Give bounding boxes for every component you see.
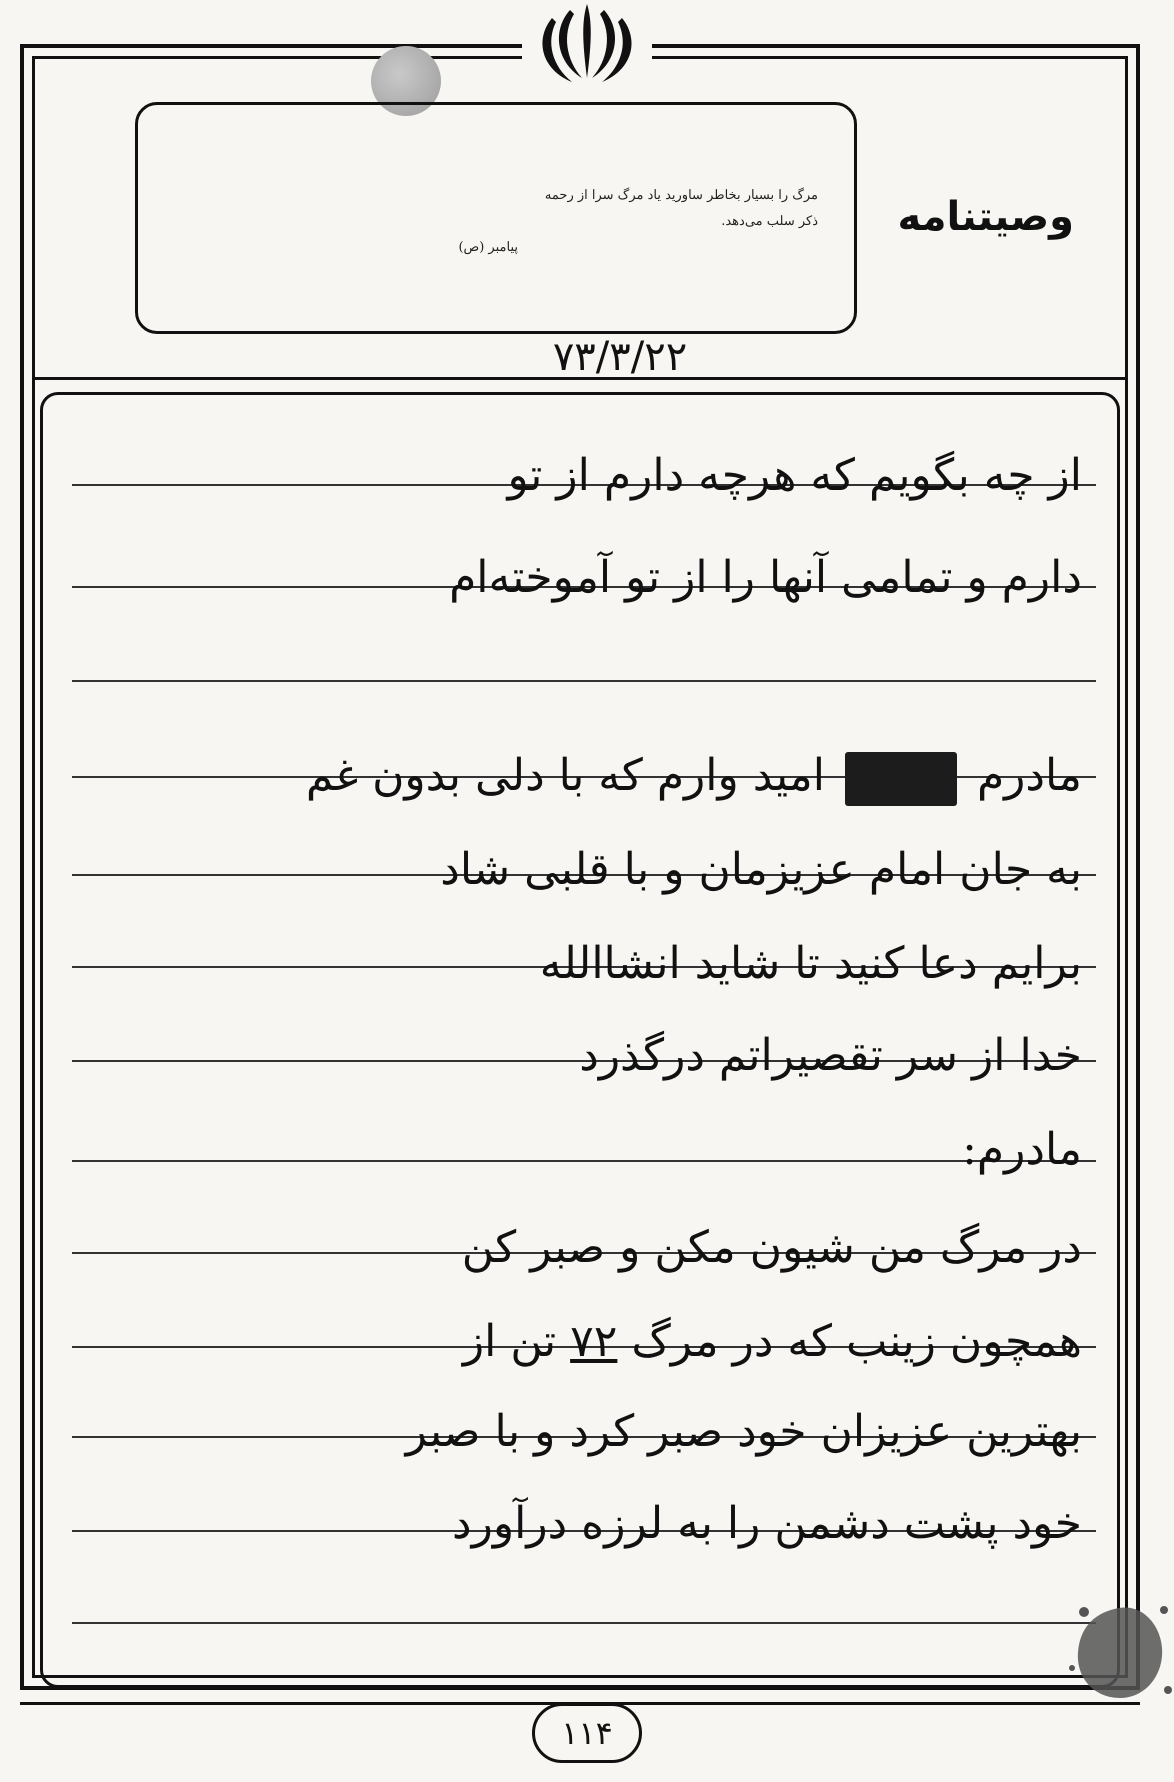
- letter-line-start: همچون زینب که در مرگ: [631, 1316, 1082, 1367]
- letter-line: برایم دعا کنید تا شاید انشاالله: [539, 938, 1082, 989]
- letter-line: [82, 746, 1082, 806]
- letter-line-end: تن از: [462, 1316, 557, 1367]
- document-date: ۷۳/۳/۲۲: [552, 334, 688, 380]
- ink-stain-icon: [1064, 1590, 1174, 1710]
- quote-line-2: ذکر سلب می‌دهد.: [721, 214, 818, 229]
- underlined-number: ۷۲: [570, 1316, 618, 1367]
- letter-line: بهترین عزیزان خود صبر کرد و با صبر: [405, 1406, 1082, 1457]
- ruled-line: [72, 1622, 1096, 1624]
- quote-box: [135, 102, 857, 334]
- iran-emblem-icon: [522, 0, 652, 86]
- quote-line-1: مرگ را بسیار بخاطر ساورید یاد مرگ سرا از رحمه: [544, 188, 818, 203]
- redaction-box: [845, 752, 957, 806]
- letter-line: [82, 1312, 1082, 1372]
- header-divider: [32, 377, 1128, 380]
- quote-source: پیامبر (ص): [458, 240, 518, 255]
- letter-line: به جان امام عزیزمان و با قلبی شاد: [440, 844, 1082, 895]
- letter-line: خود پشت دشمن را به لرزه درآورد: [452, 1498, 1082, 1549]
- letter-line: خدا از سر تقصیراتم درگذرد: [579, 1030, 1082, 1081]
- page-number: ۱۱۴: [532, 1703, 642, 1763]
- letter-line-start: مادرم: [976, 750, 1082, 801]
- letter-line-end: امید وارم که با دلی بدون غم: [305, 750, 825, 801]
- letter-line: دارم و تمامی آنها را از تو آموخته‌ام: [449, 552, 1082, 603]
- ruled-line: [72, 680, 1096, 682]
- letter-line: مادرم:: [962, 1124, 1082, 1175]
- letter-line: در مرگ من شیون مکن و صبر کن: [461, 1222, 1082, 1273]
- letter-line: از چه بگویم که هرچه دارم از تو: [507, 450, 1082, 501]
- document-title: وصیتنامه: [897, 194, 1074, 240]
